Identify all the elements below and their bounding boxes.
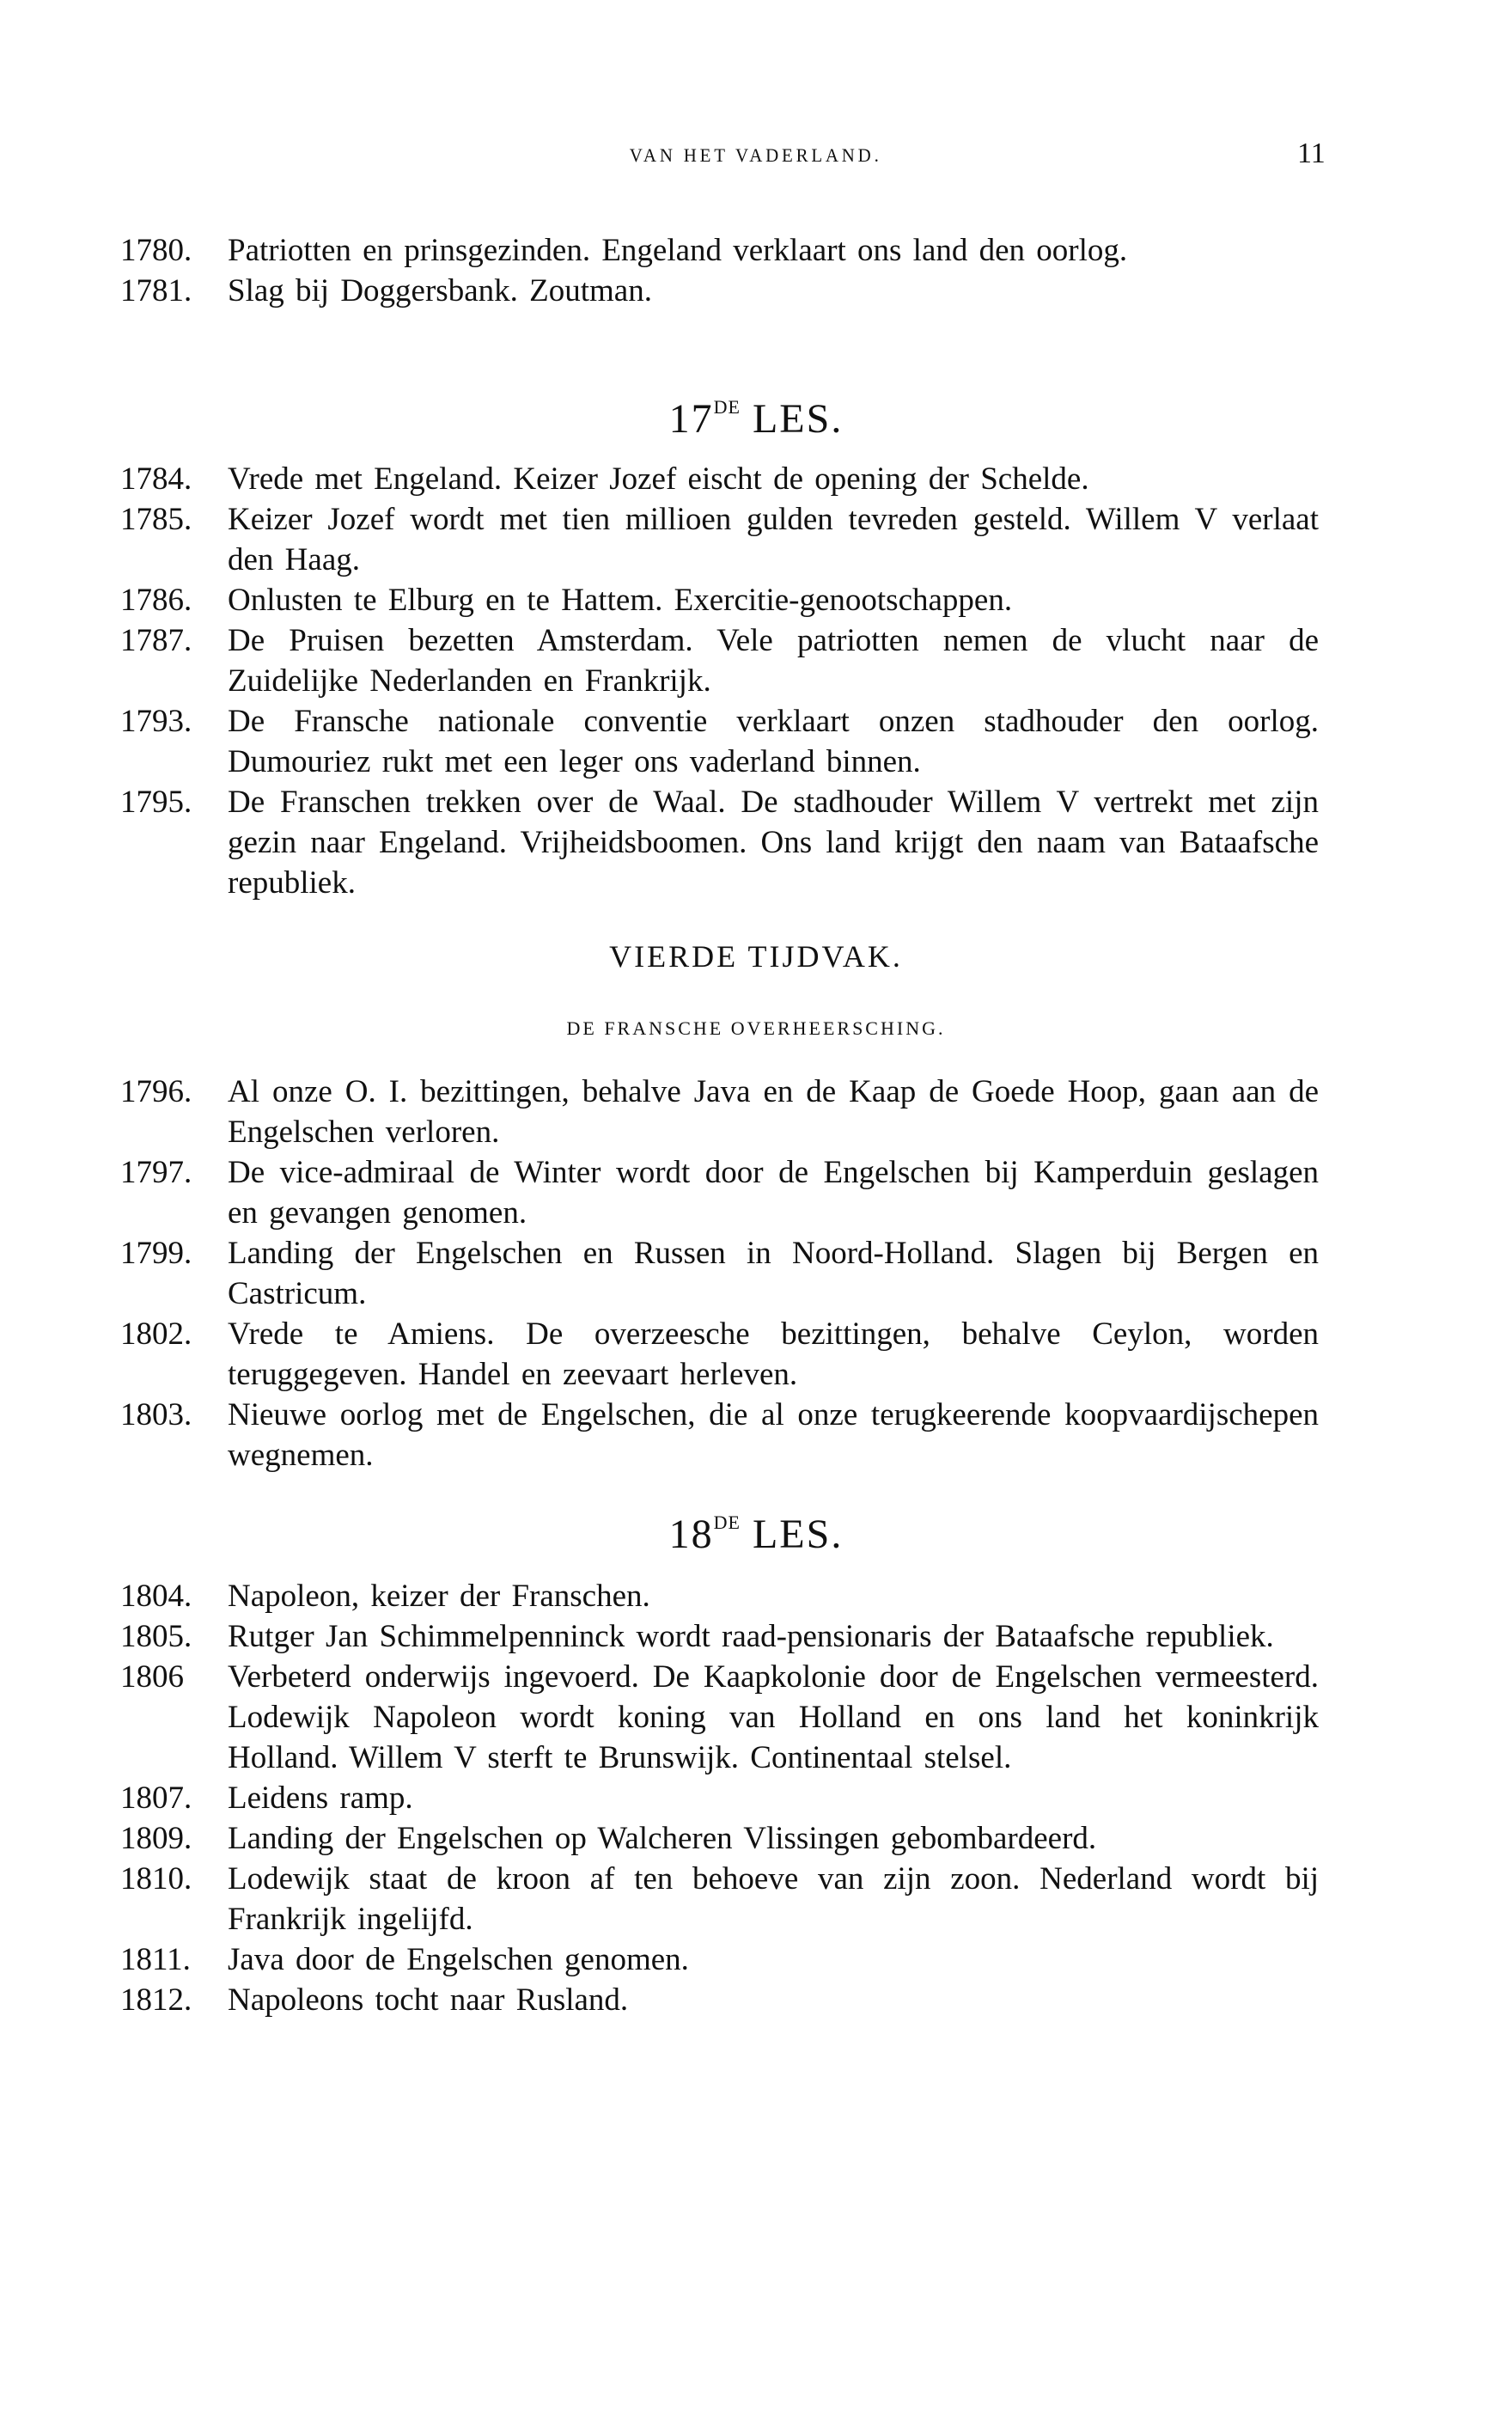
running-head-title: VAN HET VADERLAND. bbox=[630, 144, 882, 166]
entry-text: Onlusten te Elburg en te Hattem. Exercitie-genootschappen. bbox=[228, 583, 1013, 618]
entry-text: Patriotten en prinsgezinden. Engeland verklaart ons land den oorlog. bbox=[228, 233, 1128, 268]
entry-year: 1810. bbox=[120, 1861, 192, 1897]
timeline-entry bbox=[120, 1980, 1319, 2020]
lesson-number: 17 bbox=[668, 396, 714, 442]
entry-year: 1796. bbox=[120, 1074, 192, 1109]
entry-text: Slag bij Doggersbank. Zoutman. bbox=[228, 273, 652, 308]
timeline-entry bbox=[120, 1778, 1319, 1818]
timeline-entry bbox=[120, 1657, 1319, 1778]
entry-text: Nieuwe oorlog met de Engelschen, die al onze terugkeerende koopvaardijschepen wegnemen. bbox=[228, 1397, 1319, 1473]
timeline-entry bbox=[120, 1152, 1319, 1233]
timeline-entry bbox=[120, 1818, 1319, 1859]
entry-text: Vrede met Engeland. Keizer Jozef eischt de opening der Schelde. bbox=[228, 461, 1089, 497]
entry-text: Rutger Jan Schimmelpenninck wordt raad-pensionaris der Bataafsche republiek. bbox=[228, 1619, 1274, 1654]
entry-text: Napoleon, keizer der Franschen. bbox=[228, 1579, 650, 1614]
lesson-label: LES. bbox=[752, 1512, 844, 1557]
timeline-entry bbox=[120, 782, 1319, 903]
entry-year: 1793. bbox=[120, 704, 192, 739]
timeline-entry bbox=[120, 271, 1319, 311]
entry-year: 1785. bbox=[120, 502, 192, 537]
timeline-entry bbox=[120, 1395, 1319, 1475]
entry-year: 1805. bbox=[120, 1619, 192, 1654]
timeline-entry bbox=[120, 1072, 1319, 1152]
entry-text: Landing der Engelschen op Walcheren Vlissingen gebombardeerd. bbox=[228, 1821, 1097, 1856]
lesson-18-heading bbox=[0, 1511, 1512, 1558]
entry-year: 1786. bbox=[120, 583, 192, 618]
entry-text: Landing der Engelschen en Russen in Noord-Holland. Slagen bij Bergen en Castricum. bbox=[228, 1236, 1319, 1311]
timeline-entry bbox=[120, 701, 1319, 782]
timeline-entry bbox=[120, 580, 1319, 620]
period-heading: VIERDE TIJDVAK. bbox=[609, 939, 903, 974]
timeline-entry bbox=[120, 1233, 1319, 1314]
entry-year: 1807. bbox=[120, 1780, 192, 1816]
timeline-entry bbox=[120, 620, 1319, 701]
running-head bbox=[0, 144, 1512, 167]
entry-year: 1802. bbox=[120, 1316, 192, 1352]
entry-text: De Franschen trekken over de Waal. De stadhouder Willem V vertrekt met zijn gezin naar Engeland. Vrijheidsboomen. Ons land krijgt den naam van Bataafsche republiek. bbox=[228, 785, 1319, 901]
entry-text: De Pruisen bezetten Amsterdam. Vele patriotten nemen de vlucht naar de Zuidelijke Nederlanden en Frankrijk. bbox=[228, 623, 1319, 699]
period-subheading: DE FRANSCHE OVERHEERSCHING. bbox=[566, 1017, 946, 1039]
timeline-block-lesson-18 bbox=[120, 1576, 1319, 2020]
entry-year: 1797. bbox=[120, 1155, 192, 1190]
page-number: 11 bbox=[1297, 137, 1326, 169]
lesson-number: 18 bbox=[668, 1512, 714, 1557]
entry-text: Verbeterd onderwijs ingevoerd. De Kaapkolonie door de Engelschen vermeesterd. Lodewijk Napoleon wordt koning van Holland en ons land het koninkrijk Holland. Willem V sterft te Brunswijk. Continentaal stelsel. bbox=[228, 1659, 1319, 1775]
timeline-block-a bbox=[120, 230, 1319, 311]
timeline-entry bbox=[120, 1939, 1319, 1980]
entry-text: Lodewijk staat de kroon af ten behoeve van zijn zoon. Nederland wordt bij Frankrijk ingelijfd. bbox=[228, 1861, 1319, 1937]
entry-text: Napoleons tocht naar Rusland. bbox=[228, 1982, 629, 2018]
timeline-entry bbox=[120, 1314, 1319, 1395]
entry-text: Al onze O. I. bezittingen, behalve Java en de Kaap de Goede Hoop, gaan aan de Engelschen verloren. bbox=[228, 1074, 1319, 1150]
timeline-entry bbox=[120, 1859, 1319, 1939]
entry-year: 1780. bbox=[120, 233, 192, 268]
entry-text: De vice-admiraal de Winter wordt door de Engelschen bij Kamperduin geslagen en gevangen genomen. bbox=[228, 1155, 1319, 1231]
entry-text: Leidens ramp. bbox=[228, 1780, 413, 1816]
entry-year: 1809. bbox=[120, 1821, 192, 1856]
timeline-entry bbox=[120, 230, 1319, 271]
entry-text: Vrede te Amiens. De overzeesche bezittingen, behalve Ceylon, worden teruggegeven. Handel en zeevaart herleven. bbox=[228, 1316, 1319, 1392]
entry-year: 1803. bbox=[120, 1397, 192, 1432]
entry-year: 1806 bbox=[120, 1659, 184, 1695]
entry-text: De Fransche nationale conventie verklaart onzen stadhouder den oorlog. Dumouriez rukt met een leger ons vaderland binnen. bbox=[228, 704, 1319, 779]
entry-year: 1799. bbox=[120, 1236, 192, 1271]
entry-year: 1787. bbox=[120, 623, 192, 658]
timeline-block-period-4 bbox=[120, 1072, 1319, 1475]
entry-year: 1795. bbox=[120, 785, 192, 820]
lesson-17-heading bbox=[0, 395, 1512, 443]
entry-year: 1811. bbox=[120, 1942, 191, 1977]
entry-year: 1784. bbox=[120, 461, 192, 497]
timeline-entry bbox=[120, 459, 1319, 499]
timeline-entry bbox=[120, 1576, 1319, 1616]
entry-year: 1781. bbox=[120, 273, 192, 308]
timeline-entry bbox=[120, 499, 1319, 580]
lesson-label: LES. bbox=[752, 396, 844, 442]
timeline-block-lesson-17 bbox=[120, 459, 1319, 903]
lesson-suffix: DE bbox=[713, 1512, 741, 1533]
lesson-suffix: DE bbox=[713, 396, 741, 418]
entry-text: Keizer Jozef wordt met tien millioen gulden tevreden gesteld. Willem V verlaat den Haag. bbox=[228, 502, 1319, 577]
timeline-entry bbox=[120, 1616, 1319, 1657]
entry-year: 1812. bbox=[120, 1982, 192, 2018]
entry-text: Java door de Engelschen genomen. bbox=[228, 1942, 689, 1977]
entry-year: 1804. bbox=[120, 1579, 192, 1614]
